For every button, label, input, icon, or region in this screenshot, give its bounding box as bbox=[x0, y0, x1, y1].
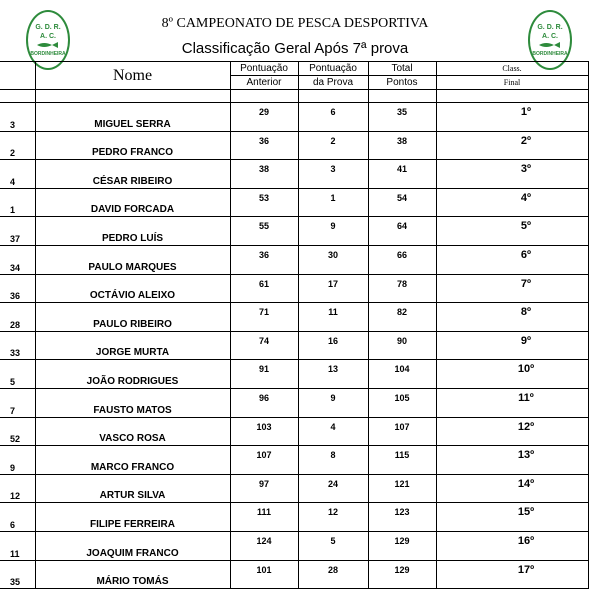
total-score: 121 bbox=[368, 474, 436, 503]
competitor-number: 37 bbox=[0, 217, 35, 246]
table-row bbox=[0, 188, 588, 217]
previous-score: 36 bbox=[230, 131, 298, 160]
total-score: 115 bbox=[368, 446, 436, 475]
race-score: 30 bbox=[298, 245, 368, 274]
table-row bbox=[0, 274, 588, 303]
blank-row bbox=[0, 90, 588, 103]
competitor-number: 6 bbox=[0, 503, 35, 532]
table-row bbox=[0, 503, 588, 532]
competitor-name: PAULO MARQUES bbox=[35, 245, 230, 274]
competitor-number: 5 bbox=[0, 360, 35, 389]
prev-score-header-line1: Pontuação bbox=[230, 62, 298, 76]
logo-letters-top: G. D. R. bbox=[35, 24, 61, 31]
race-score: 1 bbox=[298, 188, 368, 217]
competitor-number: 36 bbox=[0, 274, 35, 303]
competitor-name: FAUSTO MATOS bbox=[35, 388, 230, 417]
table-row bbox=[0, 331, 588, 360]
competitor-name: MIGUEL SERRA bbox=[35, 103, 230, 132]
final-place: 17º bbox=[436, 560, 588, 589]
previous-score: 38 bbox=[230, 160, 298, 189]
competitor-name: DAVID FORCADA bbox=[35, 188, 230, 217]
final-place: 16º bbox=[436, 531, 588, 560]
competitor-number: 33 bbox=[0, 331, 35, 360]
race-score: 4 bbox=[298, 417, 368, 446]
competitor-name: PAULO RIBEIRO bbox=[35, 303, 230, 332]
previous-score: 97 bbox=[230, 474, 298, 503]
final-place: 15º bbox=[436, 503, 588, 532]
total-score: 107 bbox=[368, 417, 436, 446]
previous-score: 61 bbox=[230, 274, 298, 303]
total-header-line2: Pontos bbox=[368, 76, 436, 90]
final-place: 1º bbox=[436, 103, 588, 132]
number-header bbox=[0, 62, 35, 90]
competitor-name: JOAQUIM FRANCO bbox=[35, 531, 230, 560]
total-score: 41 bbox=[368, 160, 436, 189]
final-place: 3º bbox=[436, 160, 588, 189]
total-score: 105 bbox=[368, 388, 436, 417]
previous-score: 71 bbox=[230, 303, 298, 332]
final-place: 6º bbox=[436, 245, 588, 274]
competitor-name: VASCO ROSA bbox=[35, 417, 230, 446]
previous-score: 91 bbox=[230, 360, 298, 389]
total-score: 38 bbox=[368, 131, 436, 160]
table-row bbox=[0, 531, 588, 560]
race-score: 28 bbox=[298, 560, 368, 589]
race-score: 3 bbox=[298, 160, 368, 189]
event-title: 8º CAMPEONATO DE PESCA DESPORTIVA bbox=[161, 16, 429, 31]
name-column-header: Nome bbox=[35, 62, 230, 90]
race-score: 16 bbox=[298, 331, 368, 360]
race-score: 12 bbox=[298, 503, 368, 532]
race-score: 8 bbox=[298, 446, 368, 475]
logo-letters-bottom: A. C. bbox=[40, 33, 56, 40]
final-place: 2º bbox=[436, 131, 588, 160]
race-score: 11 bbox=[298, 303, 368, 332]
competitor-number: 1 bbox=[0, 188, 35, 217]
competitor-name: ARTUR SILVA bbox=[35, 474, 230, 503]
previous-score: 96 bbox=[230, 388, 298, 417]
previous-score: 111 bbox=[230, 503, 298, 532]
competitor-name: JORGE MURTA bbox=[35, 331, 230, 360]
race-score: 2 bbox=[298, 131, 368, 160]
final-place: 12º bbox=[436, 417, 588, 446]
competitor-number: 2 bbox=[0, 131, 35, 160]
final-place: 4º bbox=[436, 188, 588, 217]
table-row bbox=[0, 245, 588, 274]
classification-table bbox=[0, 61, 589, 589]
competitor-name: MARCO FRANCO bbox=[35, 446, 230, 475]
race-score: 9 bbox=[298, 388, 368, 417]
table-row bbox=[0, 131, 588, 160]
race-score: 24 bbox=[298, 474, 368, 503]
table-row bbox=[0, 560, 588, 589]
table-row bbox=[0, 217, 588, 246]
table-row bbox=[0, 388, 588, 417]
total-header-line1: Total bbox=[368, 62, 436, 76]
previous-score: 74 bbox=[230, 331, 298, 360]
previous-score: 53 bbox=[230, 188, 298, 217]
logo-club-name: BORDINHEIRA bbox=[30, 51, 66, 57]
race-score: 6 bbox=[298, 103, 368, 132]
logo-letters-bottom: A. C. bbox=[542, 33, 558, 40]
final-place: 7º bbox=[436, 274, 588, 303]
race-score: 17 bbox=[298, 274, 368, 303]
competitor-name: MÁRIO TOMÁS bbox=[35, 560, 230, 589]
final-place: 8º bbox=[436, 303, 588, 332]
race-score-header-line2: da Prova bbox=[298, 76, 368, 90]
competitor-number: 12 bbox=[0, 474, 35, 503]
prev-score-header-line2: Anterior bbox=[230, 76, 298, 90]
final-place: 5º bbox=[436, 217, 588, 246]
competitor-number: 3 bbox=[0, 103, 35, 132]
previous-score: 103 bbox=[230, 417, 298, 446]
table-row bbox=[0, 103, 588, 132]
total-score: 66 bbox=[368, 245, 436, 274]
table-row bbox=[0, 160, 588, 189]
competitor-number: 35 bbox=[0, 560, 35, 589]
total-score: 129 bbox=[368, 531, 436, 560]
final-place: 10º bbox=[436, 360, 588, 389]
table-row bbox=[0, 417, 588, 446]
class-header-line2: Final bbox=[436, 76, 588, 90]
competitor-number: 28 bbox=[0, 303, 35, 332]
previous-score: 29 bbox=[230, 103, 298, 132]
competitor-number: 34 bbox=[0, 245, 35, 274]
previous-score: 124 bbox=[230, 531, 298, 560]
competitor-name: PEDRO FRANCO bbox=[35, 131, 230, 160]
final-place: 13º bbox=[436, 446, 588, 475]
race-score: 5 bbox=[298, 531, 368, 560]
table-row bbox=[0, 474, 588, 503]
previous-score: 55 bbox=[230, 217, 298, 246]
competitor-number: 7 bbox=[0, 388, 35, 417]
competitor-name: JOÃO RODRIGUES bbox=[35, 360, 230, 389]
total-score: 104 bbox=[368, 360, 436, 389]
competitor-number: 4 bbox=[0, 160, 35, 189]
competitor-name: CÉSAR RIBEIRO bbox=[35, 160, 230, 189]
total-score: 123 bbox=[368, 503, 436, 532]
total-score: 35 bbox=[368, 103, 436, 132]
total-score: 64 bbox=[368, 217, 436, 246]
competitor-number: 9 bbox=[0, 446, 35, 475]
table-row bbox=[0, 360, 588, 389]
previous-score: 107 bbox=[230, 446, 298, 475]
competitor-name: OCTÁVIO ALEIXO bbox=[35, 274, 230, 303]
competitor-name: FILIPE FERREIRA bbox=[35, 503, 230, 532]
total-score: 82 bbox=[368, 303, 436, 332]
total-score: 129 bbox=[368, 560, 436, 589]
total-score: 78 bbox=[368, 274, 436, 303]
competitor-number: 11 bbox=[0, 531, 35, 560]
table-row bbox=[0, 446, 588, 475]
competitor-number: 52 bbox=[0, 417, 35, 446]
final-place: 11º bbox=[436, 388, 588, 417]
logo-club-name: BORDINHEIRA bbox=[532, 51, 568, 57]
class-header-line1: Class. bbox=[436, 62, 588, 76]
competitor-name: PEDRO LUÍS bbox=[35, 217, 230, 246]
previous-score: 101 bbox=[230, 560, 298, 589]
race-score-header-line1: Pontuação bbox=[298, 62, 368, 76]
table-row bbox=[0, 303, 588, 332]
total-score: 90 bbox=[368, 331, 436, 360]
race-score: 9 bbox=[298, 217, 368, 246]
classification-subtitle: Classificação Geral Após 7ª prova bbox=[181, 40, 409, 57]
previous-score: 36 bbox=[230, 245, 298, 274]
final-place: 9º bbox=[436, 331, 588, 360]
logo-letters-top: G. D. R. bbox=[537, 24, 563, 31]
total-score: 54 bbox=[368, 188, 436, 217]
final-place: 14º bbox=[436, 474, 588, 503]
race-score: 13 bbox=[298, 360, 368, 389]
